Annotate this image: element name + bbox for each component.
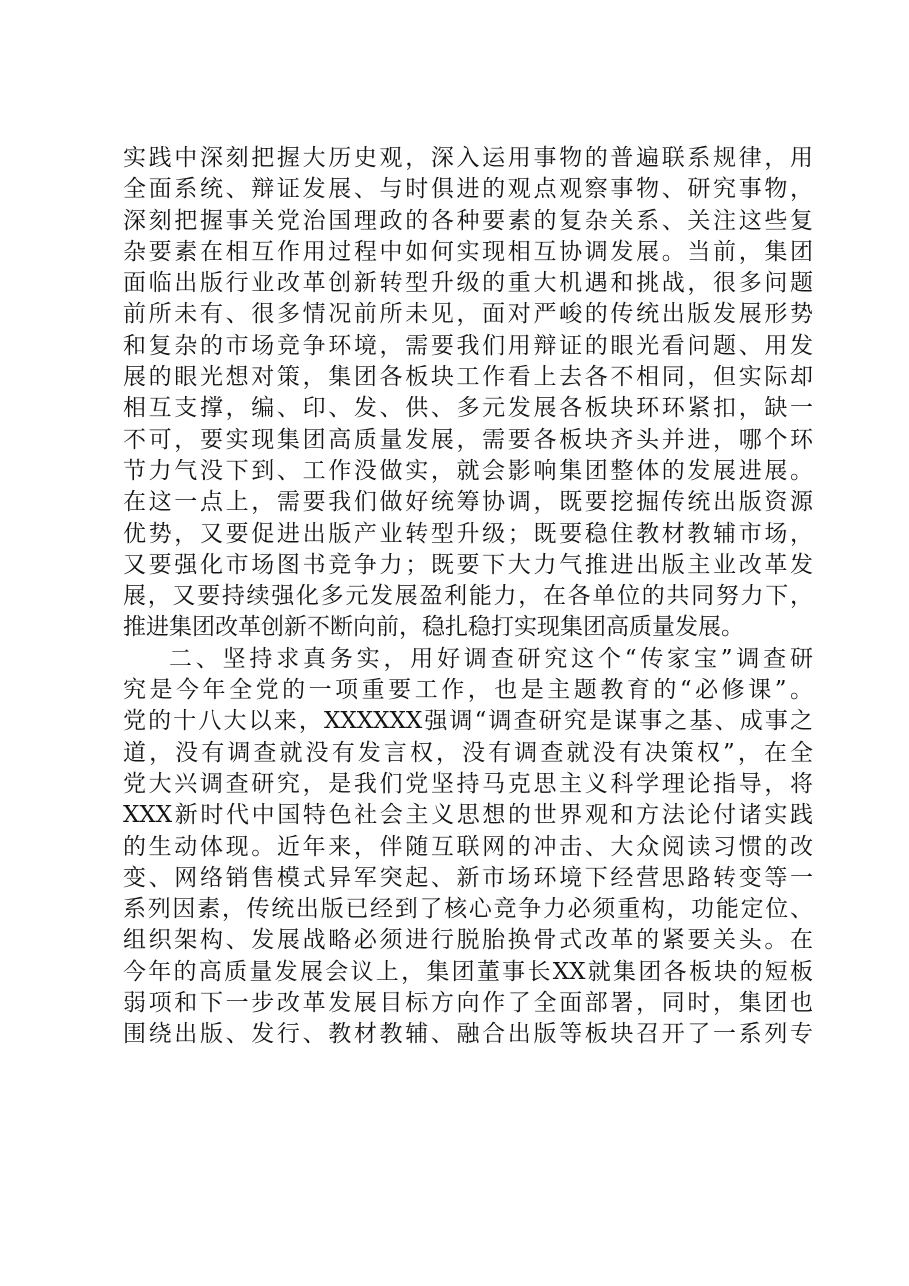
document-body	[123, 143, 813, 1051]
text-line: 面临出版行业改革创新转型升级的重大机遇和挑战，很多问题	[123, 270, 813, 297]
text-line: 弱项和下一步改革发展目标方向作了全面部署，同时，集团也	[123, 990, 813, 1017]
text-line: 深刻把握事关党治国理政的各种要素的复杂关系、关注这些复	[123, 207, 813, 234]
text-line: 在这一点上，需要我们做好统筹协调，既要挖掘传统出版资源	[123, 489, 813, 516]
text-line: 不可，要实现集团高质量发展，需要各板块齐头并进，哪个环	[123, 426, 813, 453]
text-line: 变、网络销售模式异军突起、新市场环境下经营思路转变等一	[123, 864, 813, 891]
text-line: 全面系统、辩证发展、与时俱进的观点观察事物、研究事物，	[123, 176, 813, 203]
text-line: 实践中深刻把握大历史观，深入运用事物的普遍联系规律，用	[123, 145, 813, 171]
text-line: 党的十八大以来，XXXXXX强调“调查研究是谋事之基、成事之	[123, 708, 813, 735]
text-line: 杂要素在相互作用过程中如何实现相互协调发展。当前，集团	[123, 238, 813, 265]
text-line: 优势，又要促进出版产业转型升级；既要稳住教材教辅市场，	[123, 520, 813, 547]
text-line: 节力气没下到、工作没做实，就会影响集团整体的发展进展。	[123, 457, 813, 484]
text-line: 又要强化市场图书竞争力；既要下大力气推进出版主业改革发	[123, 551, 813, 578]
text-line: XXX新时代中国特色社会主义思想的世界观和方法论付诸实践	[123, 802, 813, 829]
section-heading-line: 二、坚持求真务实，用好调查研究这个“传家宝”调查研	[169, 645, 813, 672]
text-line: 前所未有、很多情况前所未见，面对严峻的传统出版发展形势	[123, 301, 813, 328]
text-line: 展，又要持续强化多元发展盈利能力，在各单位的共同努力下，	[123, 583, 813, 610]
text-line: 究是今年全党的一项重要工作，也是主题教育的“必修课”。	[123, 677, 813, 704]
text-line: 展的眼光想对策，集团各板块工作看上去各不相同，但实际却	[123, 364, 813, 391]
text-line: 党大兴调查研究，是我们党坚持马克思主义科学理论指导，将	[123, 770, 813, 797]
text-line: 和复杂的市场竞争环境，需要我们用辩证的眼光看问题、用发	[123, 332, 813, 359]
text-line: 道，没有调查就没有发言权，没有调查就没有决策权”，在全	[123, 739, 813, 766]
text-line: 今年的高质量发展会议上，集团董事长XX就集团各板块的短板	[123, 958, 813, 985]
text-line: 推进集团改革创新不断向前，稳扎稳打实现集团高质量发展。	[123, 614, 744, 641]
text-line: 系列因素，传统出版已经到了核心竞争力必须重构，功能定位、	[123, 896, 813, 923]
text-line: 相互支撑，编、印、发、供、多元发展各板块环环紧扣，缺一	[123, 395, 813, 422]
text-line: 组织架构、发展战略必须进行脱胎换骨式改革的紧要关头。在	[123, 927, 813, 954]
text-line: 围绕出版、发行、教材教辅、融合出版等板块召开了一系列专	[123, 1021, 813, 1048]
text-line: 的生动体现。近年来，伴随互联网的冲击、大众阅读习惯的改	[123, 833, 813, 860]
